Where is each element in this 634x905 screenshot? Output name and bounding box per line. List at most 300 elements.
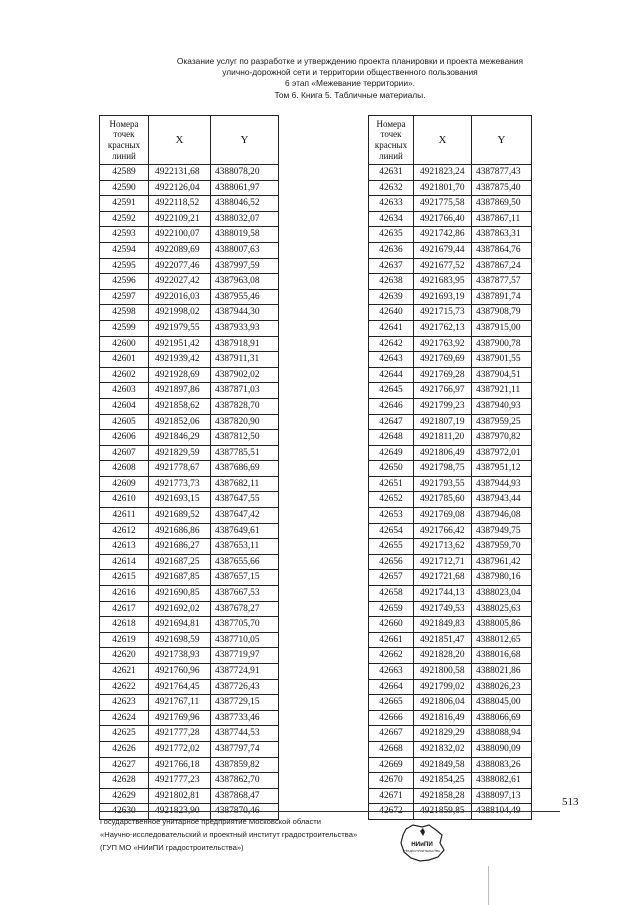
x-coordinate-cell: 4922089,69 xyxy=(149,242,211,258)
y-coordinate-cell: 4387959,70 xyxy=(472,539,532,555)
x-coordinate-cell: 4921694,81 xyxy=(149,617,211,633)
y-coordinate-cell: 4387653,11 xyxy=(211,539,279,555)
table-row xyxy=(100,227,279,243)
table-row xyxy=(100,601,279,617)
point-number-cell: 42644 xyxy=(369,367,414,383)
coordinates-table-left xyxy=(99,115,279,820)
y-coordinate-cell: 4387940,93 xyxy=(472,398,532,414)
x-coordinate-cell: 4921777,28 xyxy=(149,726,211,742)
x-coordinate-cell: 4921801,70 xyxy=(414,180,472,196)
y-coordinate-cell: 4387877,43 xyxy=(472,165,532,181)
table-body-left xyxy=(100,165,279,820)
x-coordinate-cell: 4921698,59 xyxy=(149,632,211,648)
y-coordinate-cell: 4387682,11 xyxy=(211,476,279,492)
x-coordinate-cell: 4921677,52 xyxy=(414,258,472,274)
y-coordinate-cell: 4387862,70 xyxy=(211,773,279,789)
table-row xyxy=(100,788,279,804)
table-row xyxy=(100,617,279,633)
y-coordinate-cell: 4388016,68 xyxy=(472,648,532,664)
point-number-cell: 42637 xyxy=(369,258,414,274)
table-row xyxy=(369,258,532,274)
x-coordinate-cell: 4921764,45 xyxy=(149,679,211,695)
y-coordinate-cell: 4387871,03 xyxy=(211,383,279,399)
table-row xyxy=(369,476,532,492)
x-coordinate-cell: 4922126,04 xyxy=(149,180,211,196)
x-coordinate-cell: 4921939,42 xyxy=(149,352,211,368)
header-line-4: Том 6. Книга 5. Табличные материалы. xyxy=(274,89,426,100)
table-row xyxy=(369,227,532,243)
table-row xyxy=(100,414,279,430)
point-number-cell: 42602 xyxy=(100,367,149,383)
y-coordinate-cell: 4387820,90 xyxy=(211,414,279,430)
x-coordinate-cell: 4921846,29 xyxy=(149,430,211,446)
x-coordinate-header: X xyxy=(149,116,211,165)
point-number-cell: 42648 xyxy=(369,430,414,446)
x-coordinate-cell: 4922077,46 xyxy=(149,258,211,274)
y-coordinate-cell: 4387864,76 xyxy=(472,242,532,258)
table-row xyxy=(369,757,532,773)
y-coordinate-cell: 4387686,69 xyxy=(211,461,279,477)
point-number-cell: 42617 xyxy=(100,601,149,617)
y-coordinate-cell: 4387733,46 xyxy=(211,710,279,726)
y-coordinate-cell: 4387744,53 xyxy=(211,726,279,742)
y-coordinate-cell: 4388082,61 xyxy=(472,773,532,789)
table-row xyxy=(369,632,532,648)
y-coordinate-cell: 4387900,78 xyxy=(472,336,532,352)
point-number-cell: 42661 xyxy=(369,632,414,648)
table-row xyxy=(100,476,279,492)
table-row xyxy=(369,211,532,227)
header-word: линий xyxy=(379,150,403,161)
y-coordinate-cell: 4388046,52 xyxy=(211,196,279,212)
x-coordinate-cell: 4921683,95 xyxy=(414,274,472,290)
y-coordinate-cell: 4388078,20 xyxy=(211,165,279,181)
header-word: точек xyxy=(380,129,402,140)
coordinates-table-right xyxy=(368,115,532,820)
point-number-cell: 42625 xyxy=(100,726,149,742)
y-coordinate-cell: 4387797,74 xyxy=(211,741,279,757)
x-coordinate-cell: 4921766,97 xyxy=(414,383,472,399)
y-coordinate-cell: 4388090,09 xyxy=(472,741,532,757)
y-coordinate-header: Y xyxy=(472,116,532,165)
point-number-cell: 42641 xyxy=(369,320,414,336)
point-number-cell: 42670 xyxy=(369,773,414,789)
y-coordinate-cell: 4388019,58 xyxy=(211,227,279,243)
x-coordinate-cell: 4921690,85 xyxy=(149,586,211,602)
y-coordinate-cell: 4387729,15 xyxy=(211,695,279,711)
table-row xyxy=(100,196,279,212)
y-coordinate-cell: 4387859,82 xyxy=(211,757,279,773)
table-row xyxy=(369,773,532,789)
x-coordinate-cell: 4921687,85 xyxy=(149,570,211,586)
point-number-cell: 42651 xyxy=(369,476,414,492)
point-number-cell: 42612 xyxy=(100,523,149,539)
x-coordinate-cell: 4921689,52 xyxy=(149,508,211,524)
header-word: красных xyxy=(107,140,141,150)
point-number-cell: 42645 xyxy=(369,383,414,399)
table-row xyxy=(100,352,279,368)
table-row xyxy=(100,695,279,711)
table-row xyxy=(100,180,279,196)
table-row xyxy=(369,367,532,383)
header-word: Номера xyxy=(109,118,139,129)
header-line-3: 6 этап «Межевание территории». xyxy=(285,78,415,89)
point-number-cell: 42627 xyxy=(100,757,149,773)
y-coordinate-cell: 4387867,11 xyxy=(472,211,532,227)
table-row xyxy=(369,554,532,570)
x-coordinate-cell: 4921849,83 xyxy=(414,617,472,633)
point-number-cell: 42619 xyxy=(100,632,149,648)
x-coordinate-cell: 4921769,69 xyxy=(414,352,472,368)
x-coordinate-cell: 4921852,06 xyxy=(149,414,211,430)
margin-line xyxy=(488,866,489,905)
y-coordinate-cell: 4387877,57 xyxy=(472,274,532,290)
y-coordinate-cell: 4388026,23 xyxy=(472,679,532,695)
x-coordinate-cell: 4921823,90 xyxy=(149,804,211,820)
x-coordinate-cell: 4921897,86 xyxy=(149,383,211,399)
y-coordinate-cell: 4387911,31 xyxy=(211,352,279,368)
x-coordinate-cell: 4922118,52 xyxy=(149,196,211,212)
y-coordinate-cell: 4387724,91 xyxy=(211,664,279,680)
table-row xyxy=(369,648,532,664)
point-number-cell: 42599 xyxy=(100,320,149,336)
y-coordinate-cell: 4388088,94 xyxy=(472,726,532,742)
point-number-cell: 42605 xyxy=(100,414,149,430)
x-coordinate-cell: 4921692,02 xyxy=(149,601,211,617)
x-coordinate-cell: 4921769,96 xyxy=(149,710,211,726)
x-coordinate-cell: 4921798,75 xyxy=(414,461,472,477)
point-number-cell: 42603 xyxy=(100,383,149,399)
header-word: Номера xyxy=(376,118,406,129)
x-coordinate-cell: 4921799,23 xyxy=(414,398,472,414)
x-coordinate-cell: 4921772,02 xyxy=(149,741,211,757)
point-number-cell: 42620 xyxy=(100,648,149,664)
x-coordinate-cell: 4921823,24 xyxy=(414,165,472,181)
y-coordinate-cell: 4387951,12 xyxy=(472,461,532,477)
table-row xyxy=(100,398,279,414)
logo-label: НИиПИ xyxy=(411,841,433,848)
point-number-cell: 42589 xyxy=(100,165,149,181)
x-coordinate-cell: 4921951,42 xyxy=(149,336,211,352)
y-coordinate-cell: 4388012,65 xyxy=(472,632,532,648)
point-number-cell: 42662 xyxy=(369,648,414,664)
point-number-cell: 42652 xyxy=(369,492,414,508)
table-row xyxy=(369,695,532,711)
x-coordinate-cell: 4921769,28 xyxy=(414,367,472,383)
table-row xyxy=(100,165,279,181)
y-coordinate-cell: 4388005,86 xyxy=(472,617,532,633)
y-coordinate-cell: 4387997,59 xyxy=(211,258,279,274)
point-number-cell: 42669 xyxy=(369,757,414,773)
point-number-cell: 42626 xyxy=(100,741,149,757)
x-coordinate-cell: 4921773,73 xyxy=(149,476,211,492)
table-row xyxy=(100,570,279,586)
x-coordinate-cell: 4921858,28 xyxy=(414,788,472,804)
point-number-cell: 42633 xyxy=(369,196,414,212)
table-row xyxy=(369,242,532,258)
point-number-cell: 42671 xyxy=(369,788,414,804)
y-coordinate-cell: 4387949,75 xyxy=(472,523,532,539)
x-coordinate-cell: 4921854,25 xyxy=(414,773,472,789)
point-number-cell: 42657 xyxy=(369,570,414,586)
x-coordinate-cell: 4921998,02 xyxy=(149,305,211,321)
y-coordinate-cell: 4387980,16 xyxy=(472,570,532,586)
y-coordinate-cell: 4388097,13 xyxy=(472,788,532,804)
table-row xyxy=(100,305,279,321)
y-coordinate-cell: 4388045,00 xyxy=(472,695,532,711)
header-word: линий xyxy=(112,150,136,161)
y-coordinate-cell: 4388083,26 xyxy=(472,757,532,773)
x-coordinate-cell: 4921769,08 xyxy=(414,508,472,524)
y-coordinate-cell: 4387961,42 xyxy=(472,554,532,570)
point-number-cell: 42646 xyxy=(369,398,414,414)
point-number-cell: 42591 xyxy=(100,196,149,212)
point-number-cell: 42635 xyxy=(369,227,414,243)
table-row xyxy=(369,445,532,461)
document-footer xyxy=(100,815,420,854)
table-row xyxy=(100,336,279,352)
y-coordinate-cell: 4387875,40 xyxy=(472,180,532,196)
x-coordinate-cell: 4921778,67 xyxy=(149,461,211,477)
table-row xyxy=(369,398,532,414)
y-coordinate-cell: 4387943,44 xyxy=(472,492,532,508)
header-line-2: улично-дорожной сети и территории общественного пользования xyxy=(222,67,478,78)
point-number-cell: 42592 xyxy=(100,211,149,227)
table-row xyxy=(100,741,279,757)
y-coordinate-cell: 4387863,31 xyxy=(472,227,532,243)
point-number-cell: 42650 xyxy=(369,461,414,477)
point-number-cell: 42596 xyxy=(100,274,149,290)
footer-line-2: «Научно-исследовательский и проектный институт градостроительства» xyxy=(100,830,358,839)
x-coordinate-cell: 4921766,42 xyxy=(414,523,472,539)
y-coordinate-cell: 4388061,97 xyxy=(211,180,279,196)
table-row xyxy=(100,383,279,399)
table-row xyxy=(100,430,279,446)
x-coordinate-cell: 4921693,15 xyxy=(149,492,211,508)
point-number-cell: 42659 xyxy=(369,601,414,617)
y-coordinate-cell: 4387902,02 xyxy=(211,367,279,383)
point-number-cell: 42594 xyxy=(100,242,149,258)
x-coordinate-cell: 4921749,53 xyxy=(414,601,472,617)
point-number-cell: 42647 xyxy=(369,414,414,430)
y-coordinate-cell: 4387655,66 xyxy=(211,554,279,570)
point-number-cell: 42611 xyxy=(100,508,149,524)
x-coordinate-cell: 4921742,86 xyxy=(414,227,472,243)
point-number-cell: 42643 xyxy=(369,352,414,368)
table-row xyxy=(369,430,532,446)
table-row xyxy=(100,242,279,258)
table-row xyxy=(369,617,532,633)
table-row xyxy=(100,586,279,602)
point-number-cell: 42632 xyxy=(369,180,414,196)
point-number-cell: 42672 xyxy=(369,804,414,820)
y-coordinate-cell: 4387944,30 xyxy=(211,305,279,321)
table-row xyxy=(369,180,532,196)
point-number-cell: 42608 xyxy=(100,461,149,477)
point-number-cell: 42638 xyxy=(369,274,414,290)
x-coordinate-cell: 4921686,86 xyxy=(149,523,211,539)
y-coordinate-cell: 4387915,00 xyxy=(472,320,532,336)
y-coordinate-cell: 4387647,55 xyxy=(211,492,279,508)
point-number-cell: 42609 xyxy=(100,476,149,492)
table-row xyxy=(369,710,532,726)
point-number-cell: 42622 xyxy=(100,679,149,695)
y-coordinate-cell: 4387647,42 xyxy=(211,508,279,524)
x-coordinate-cell: 4921979,55 xyxy=(149,320,211,336)
y-coordinate-cell: 4387868,47 xyxy=(211,788,279,804)
x-coordinate-cell: 4921767,11 xyxy=(149,695,211,711)
table-row xyxy=(100,679,279,695)
point-number-cell: 42629 xyxy=(100,788,149,804)
table-row xyxy=(369,305,532,321)
table-row xyxy=(100,508,279,524)
y-coordinate-cell: 4387918,91 xyxy=(211,336,279,352)
table-row xyxy=(369,352,532,368)
y-coordinate-cell: 4387921,11 xyxy=(472,383,532,399)
point-number-cell: 42642 xyxy=(369,336,414,352)
point-number-cell: 42668 xyxy=(369,741,414,757)
table-row xyxy=(369,414,532,430)
x-coordinate-cell: 4921715,73 xyxy=(414,305,472,321)
point-number-cell: 42658 xyxy=(369,586,414,602)
header-word: красных xyxy=(374,140,408,150)
footer-line-1: Государственное унитарное предприятие Московской области xyxy=(100,817,322,826)
x-coordinate-cell: 4921829,29 xyxy=(414,726,472,742)
x-coordinate-cell: 4921807,19 xyxy=(414,414,472,430)
x-coordinate-cell: 4921828,20 xyxy=(414,648,472,664)
table-row xyxy=(100,773,279,789)
x-coordinate-cell: 4922100,07 xyxy=(149,227,211,243)
point-number-cell: 42639 xyxy=(369,289,414,305)
table-row xyxy=(100,648,279,664)
x-coordinate-cell: 4921816,49 xyxy=(414,710,472,726)
point-number-cell: 42600 xyxy=(100,336,149,352)
y-coordinate-cell: 4387970,82 xyxy=(472,430,532,446)
x-coordinate-cell: 4921744,13 xyxy=(414,586,472,602)
y-coordinate-cell: 4387908,79 xyxy=(472,305,532,321)
point-number-cell: 42636 xyxy=(369,242,414,258)
table-row xyxy=(369,461,532,477)
table-header-row xyxy=(100,116,279,165)
x-coordinate-cell: 4922016,03 xyxy=(149,289,211,305)
table-row xyxy=(100,211,279,227)
y-coordinate-cell: 4387891,74 xyxy=(472,289,532,305)
point-number-cell: 42614 xyxy=(100,554,149,570)
point-number-cell: 42663 xyxy=(369,664,414,680)
point-number-cell: 42667 xyxy=(369,726,414,742)
point-number-cell: 42623 xyxy=(100,695,149,711)
table-body-right xyxy=(369,165,532,820)
point-number-cell: 42653 xyxy=(369,508,414,524)
point-number-cell: 42628 xyxy=(100,773,149,789)
table-row xyxy=(100,258,279,274)
table-row xyxy=(100,554,279,570)
point-number-cell: 42613 xyxy=(100,539,149,555)
table-row xyxy=(369,508,532,524)
x-coordinate-cell: 4921793,55 xyxy=(414,476,472,492)
table-row xyxy=(369,165,532,181)
table-row xyxy=(369,492,532,508)
x-coordinate-cell: 4921687,25 xyxy=(149,554,211,570)
table-header-row xyxy=(369,116,532,165)
point-number-cell: 42664 xyxy=(369,679,414,695)
x-coordinate-cell: 4921713,62 xyxy=(414,539,472,555)
y-coordinate-cell: 4387963,08 xyxy=(211,274,279,290)
point-number-cell: 42665 xyxy=(369,695,414,711)
table-row xyxy=(369,196,532,212)
point-number-cell: 42606 xyxy=(100,430,149,446)
table-row xyxy=(100,757,279,773)
y-coordinate-cell: 4387726,43 xyxy=(211,679,279,695)
point-number-cell: 42660 xyxy=(369,617,414,633)
x-coordinate-cell: 4921721,68 xyxy=(414,570,472,586)
point-number-cell: 42666 xyxy=(369,710,414,726)
point-number-cell: 42615 xyxy=(100,570,149,586)
x-coordinate-cell: 4921849,58 xyxy=(414,757,472,773)
table-row xyxy=(369,601,532,617)
document-header xyxy=(100,56,600,101)
y-coordinate-cell: 4387870,46 xyxy=(211,804,279,820)
point-number-cell: 42655 xyxy=(369,539,414,555)
table-row xyxy=(369,320,532,336)
point-number-cell: 42598 xyxy=(100,305,149,321)
point-number-cell: 42649 xyxy=(369,445,414,461)
y-coordinate-cell: 4387959,25 xyxy=(472,414,532,430)
y-coordinate-cell: 4387944,93 xyxy=(472,476,532,492)
x-coordinate-cell: 4921712,71 xyxy=(414,554,472,570)
y-coordinate-cell: 4388023,04 xyxy=(472,586,532,602)
table-row xyxy=(369,539,532,555)
y-coordinate-cell: 4387678,27 xyxy=(211,601,279,617)
point-number-cell: 42654 xyxy=(369,523,414,539)
y-coordinate-cell: 4387667,53 xyxy=(211,586,279,602)
y-coordinate-cell: 4388025,63 xyxy=(472,601,532,617)
y-coordinate-cell: 4387710,05 xyxy=(211,632,279,648)
table-row xyxy=(100,710,279,726)
x-coordinate-cell: 4921806,49 xyxy=(414,445,472,461)
y-coordinate-cell: 4387904,51 xyxy=(472,367,532,383)
table-row xyxy=(100,632,279,648)
point-number-cell: 42616 xyxy=(100,586,149,602)
y-coordinate-cell: 4387812,50 xyxy=(211,430,279,446)
moscow-region-map-icon xyxy=(398,823,446,863)
y-coordinate-cell: 4387867,24 xyxy=(472,258,532,274)
x-coordinate-cell: 4921738,93 xyxy=(149,648,211,664)
table-row xyxy=(369,274,532,290)
x-coordinate-cell: 4921693,19 xyxy=(414,289,472,305)
y-coordinate-cell: 4387657,15 xyxy=(211,570,279,586)
x-coordinate-cell: 4921799,02 xyxy=(414,679,472,695)
point-number-cell: 42618 xyxy=(100,617,149,633)
table-row xyxy=(369,788,532,804)
x-coordinate-cell: 4921800,58 xyxy=(414,664,472,680)
x-coordinate-cell: 4921777,23 xyxy=(149,773,211,789)
point-number-cell: 42607 xyxy=(100,445,149,461)
table-row xyxy=(100,539,279,555)
x-coordinate-cell: 4921762,13 xyxy=(414,320,472,336)
table-row xyxy=(100,367,279,383)
y-coordinate-cell: 4387719,97 xyxy=(211,648,279,664)
point-number-cell: 42601 xyxy=(100,352,149,368)
point-number-header xyxy=(369,116,414,165)
y-coordinate-cell: 4387869,50 xyxy=(472,196,532,212)
point-number-cell: 42621 xyxy=(100,664,149,680)
x-coordinate-cell: 4921760,96 xyxy=(149,664,211,680)
point-number-cell: 42604 xyxy=(100,398,149,414)
table-row xyxy=(369,586,532,602)
point-number-cell: 42640 xyxy=(369,305,414,321)
table-row xyxy=(100,523,279,539)
